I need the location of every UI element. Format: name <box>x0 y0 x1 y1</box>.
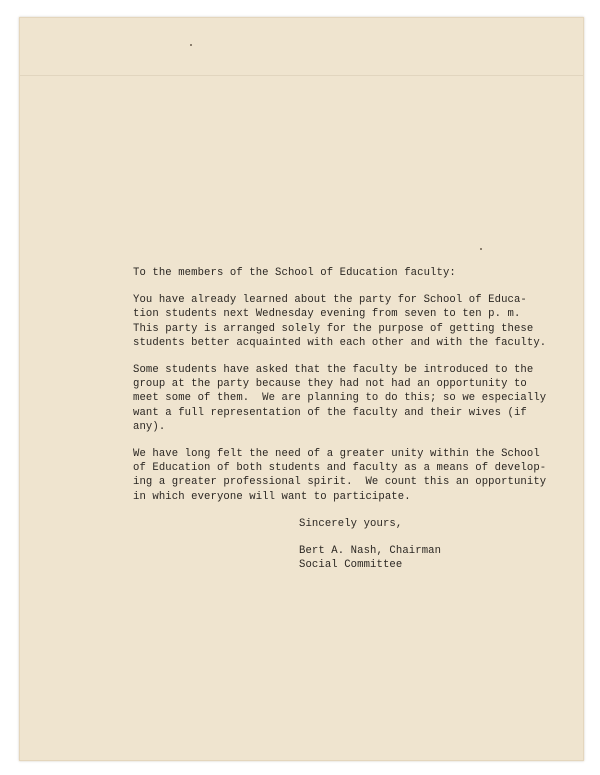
salutation-text: To the members of the School of Education faculty: <box>133 267 456 279</box>
letter-body <box>133 266 547 572</box>
paper-speck <box>190 44 192 46</box>
paragraph-line: You have already learned about the party for School of Educa- <box>133 294 527 307</box>
paragraph-line: group at the party because they had not had an opportunity to <box>133 378 527 391</box>
paragraph-line: any). <box>133 420 166 433</box>
paragraph-line: of Education of both students and faculty as a means of develop- <box>133 462 547 475</box>
paper-fold <box>20 75 583 76</box>
signer-title: Social Committee <box>299 559 403 572</box>
paragraph-line: tion students next Wednesday evening from seven to ten p. m. <box>133 308 521 321</box>
paragraph-line: want a full representation of the faculty and their wives (if <box>133 406 527 419</box>
salutation <box>133 266 533 280</box>
signature-block <box>299 544 533 572</box>
paragraph-line: This party is arranged solely for the purpose of getting these <box>133 322 534 335</box>
paragraph-line: ing a greater professional spirit. We count this an opportunity <box>133 476 547 489</box>
paragraph-2 <box>133 363 547 434</box>
closing: Sincerely yours, <box>299 517 403 530</box>
paper-speck <box>480 248 482 250</box>
paragraph-line: Some students have asked that the faculty be introduced to the <box>133 364 534 377</box>
paragraph-line: We have long felt the need of a greater unity within the School <box>133 448 540 461</box>
signer-name: Bert A. Nash, Chairman <box>299 545 442 558</box>
paragraph-line: students better acquainted with each other and with the faculty. <box>133 336 547 349</box>
letter-page <box>19 17 584 761</box>
paragraph-1 <box>133 293 547 350</box>
paragraph-3 <box>133 447 547 504</box>
paragraph-line: meet some of them. We are planning to do this; so we especially <box>133 392 547 405</box>
closing-block <box>299 517 533 531</box>
paragraph-line: in which everyone will want to participate. <box>133 490 411 503</box>
